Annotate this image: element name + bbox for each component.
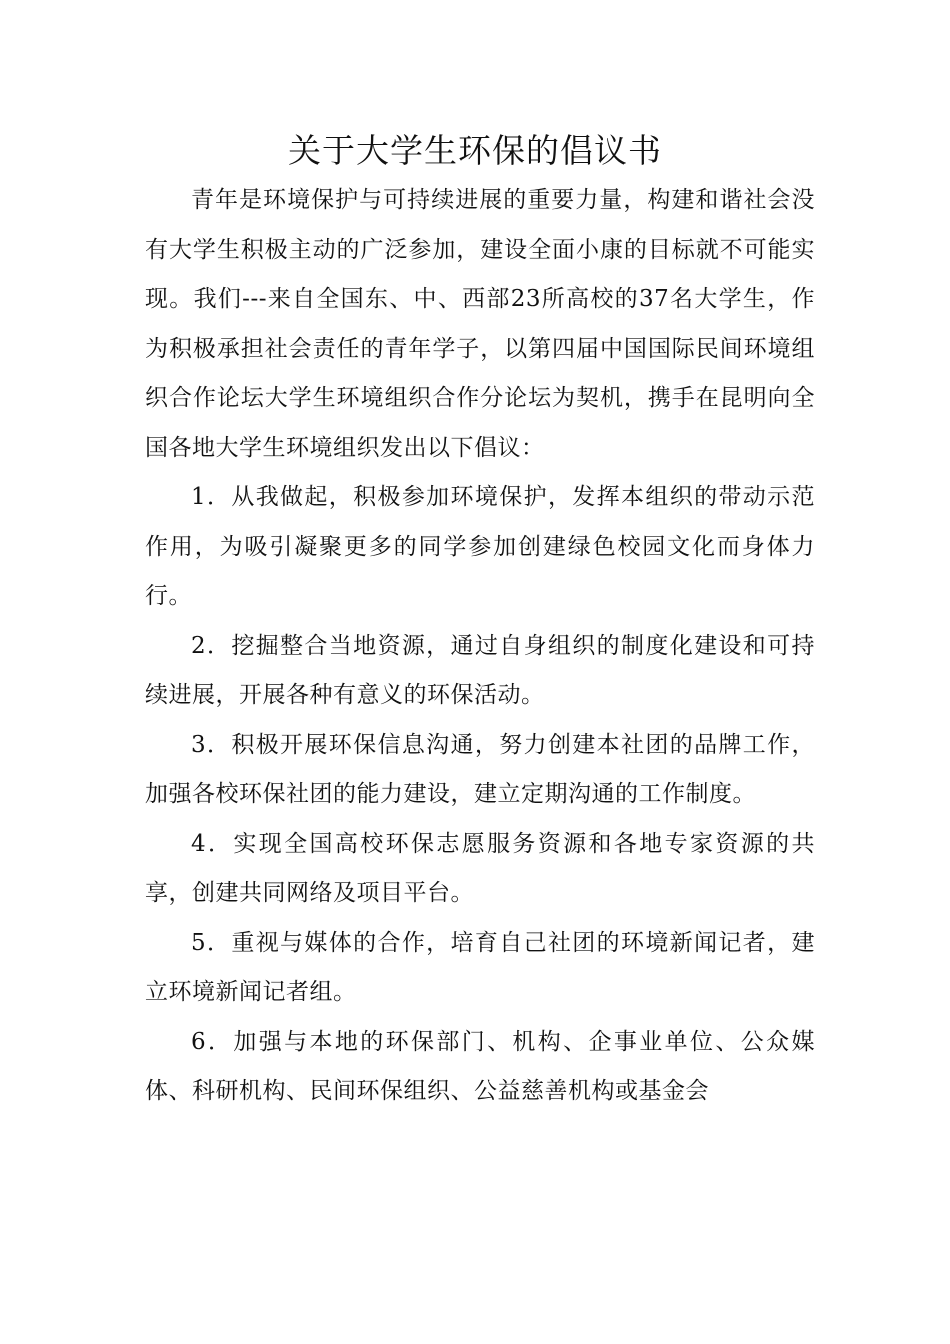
proposal-item-1: 1．从我做起，积极参加环境保护，发挥本组织的带动示范作用，为吸引凝聚更多的同学参加创建绿色校园文化而身体力行。 <box>145 484 815 609</box>
proposal-item-3: 3．积极开展环保信息沟通，努力创建本社团的品牌工作，加强各校环保社团的能力建设，建立定期沟通的工作制度。 <box>145 731 815 807</box>
document-body <box>145 176 815 1117</box>
proposal-item-6: 6．加强与本地的环保部门、机构、企事业单位、公众媒体、科研机构、民间环保组织、公益慈善机构或基金会 <box>145 1028 815 1104</box>
proposal-item-2: 2．挖掘整合当地资源，通过自身组织的制度化建设和可持续进展，开展各种有意义的环保活动。 <box>145 632 815 708</box>
proposal-item-4: 4．实现全国高校环保志愿服务资源和各地专家资源的共享，创建共同网络及项目平台。 <box>145 830 815 906</box>
document-title: 关于大学生环保的倡议书 <box>288 131 662 170</box>
intro-paragraph: 青年是环境保护与可持续进展的重要力量，构建和谐社会没有大学生积极主动的广泛参加，建设全面小康的目标就不可能实现。我们---来自全国东、中、西部23所高校的37名大学生，作为积极承担社会责任的青年学子，以第四届中国国际民间环境组织合作论坛大学生环境组织合作分论坛为契机，携手在昆明向全国各地大学生环境组织发出以下倡议： <box>145 187 815 461</box>
proposal-item-5: 5．重视与媒体的合作，培育自己社团的环境新闻记者，建立环境新闻记者组。 <box>145 929 815 1005</box>
